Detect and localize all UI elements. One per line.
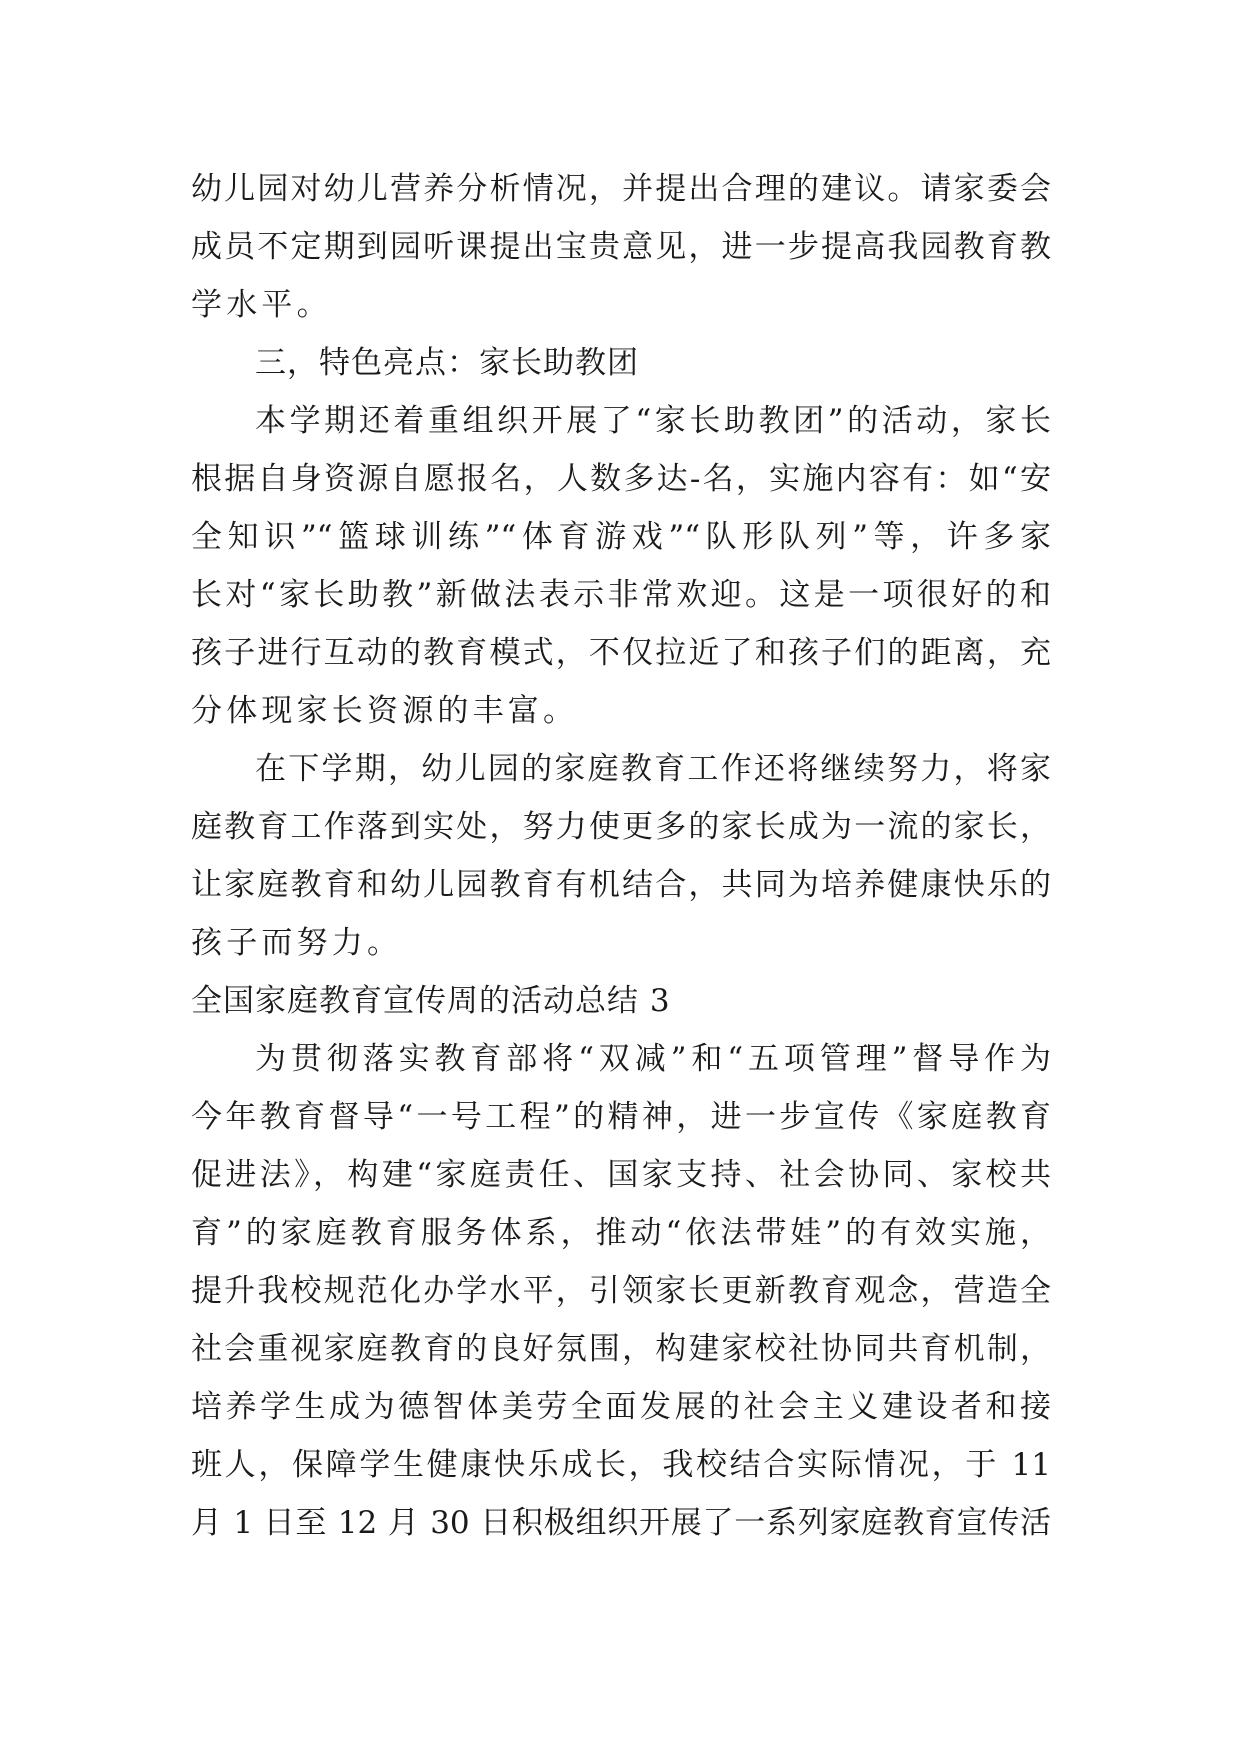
text-line: 全知识”“篮球训练”“体育游戏”“队形队列”等，许多家	[191, 519, 1051, 555]
text-line: 提升我校规范化办学水平，引领家长更新教育观念，营造全	[191, 1273, 1051, 1309]
text-line: 培养学生成为德智体美劳全面发展的社会主义建设者和接	[191, 1389, 1051, 1425]
text-line: 为贯彻落实教育部将“双减”和“五项管理”督导作为	[255, 1041, 1051, 1077]
text-line: 成员不定期到园听课提出宝贵意见，进一步提高我园教育教	[191, 229, 1051, 265]
text-line: 根据自身资源自愿报名，人数多达-名，实施内容有：如“安	[191, 461, 1051, 497]
title-line: 全国家庭教育宣传周的活动总结 3	[191, 983, 671, 1019]
text-line: 孩子而努力。	[191, 925, 403, 961]
text-line: 在下学期，幼儿园的家庭教育工作还将继续努力，将家	[255, 751, 1051, 787]
section-heading	[191, 334, 1051, 392]
paragraph-nutrition	[191, 160, 1051, 334]
text-line: 今年教育督导“一号工程”的精神，进一步宣传《家庭教育	[191, 1099, 1051, 1135]
text-line: 促进法》，构建“家庭责任、国家支持、社会协同、家校共	[191, 1157, 1051, 1193]
text-line: 社会重视家庭教育的良好氛围，构建家校社协同共育机制，	[191, 1331, 1051, 1367]
text-line: 本学期还着重组织开展了“家长助教团”的活动，家长	[255, 403, 1051, 439]
text-line: 分体现家长资源的丰富。	[191, 693, 579, 729]
text-line: 庭教育工作落到实处，努力使更多的家长成为一流的家长，	[191, 809, 1051, 845]
paragraph-parent-teaching	[191, 392, 1051, 740]
paragraph-implementation	[191, 1030, 1051, 1552]
text-line: 孩子进行互动的教育模式，不仅拉近了和孩子们的距离，充	[191, 635, 1051, 671]
text-line: 幼儿园对幼儿营养分析情况，并提出合理的建议。请家委会	[191, 171, 1051, 207]
text-line: 长对“家长助教”新做法表示非常欢迎。这是一项很好的和	[191, 577, 1051, 613]
paragraph-next-semester	[191, 740, 1051, 972]
text-line: 让家庭教育和幼儿园教育有机结合，共同为培养健康快乐的	[191, 867, 1051, 903]
text-line: 月 1 日至 12 月 30 日积极组织开展了一系列家庭教育宣传活	[191, 1505, 1051, 1541]
document-page	[191, 160, 1051, 1552]
text-line: 学水平。	[191, 287, 332, 323]
text-line: 育”的家庭教育服务体系，推动“依法带娃”的有效实施，	[191, 1215, 1051, 1251]
heading-line: 三，特色亮点：家长助教团	[255, 345, 639, 381]
article-title	[191, 972, 1051, 1030]
text-line: 班人，保障学生健康快乐成长，我校结合实际情况，于 11	[191, 1447, 1051, 1483]
